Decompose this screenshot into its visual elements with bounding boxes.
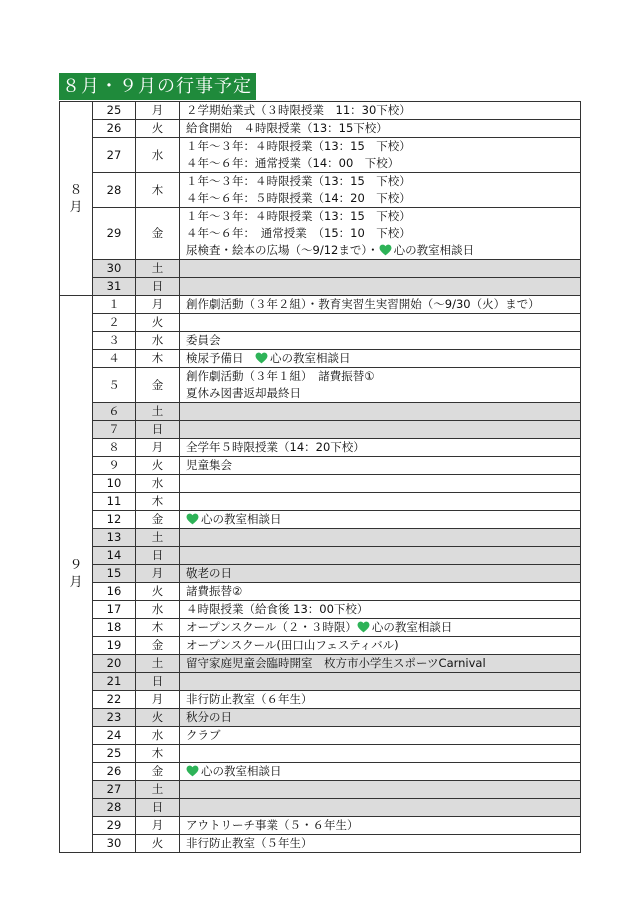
- schedule-row: [60, 673, 581, 691]
- event-cell: [180, 817, 581, 835]
- event-cell: [180, 421, 581, 439]
- schedule-row: [60, 314, 581, 332]
- event-text: １年～３年：４時限授業（13：15 下校）: [186, 139, 411, 153]
- weekday-cell: 月: [136, 102, 180, 120]
- schedule-row: [60, 835, 581, 853]
- weekday-cell: 火: [136, 709, 180, 727]
- day-cell: 28: [93, 799, 136, 817]
- day-cell: 17: [93, 601, 136, 619]
- schedule-row: [60, 260, 581, 278]
- weekday-cell: 日: [136, 673, 180, 691]
- schedule-row: [60, 727, 581, 745]
- day-cell: 28: [93, 173, 136, 208]
- day-cell: 30: [93, 835, 136, 853]
- day-cell: ６: [93, 403, 136, 421]
- event-text: 敬老の日: [186, 566, 232, 580]
- event-line: [186, 350, 580, 367]
- weekday-cell: 月: [136, 817, 180, 835]
- event-text: 諸費振替②: [186, 584, 243, 598]
- schedule-row: [60, 619, 581, 637]
- event-line: [186, 332, 580, 349]
- schedule-row: [60, 120, 581, 138]
- event-line: [186, 727, 580, 744]
- day-cell: 13: [93, 529, 136, 547]
- event-text: １年～３年：４時限授業（13：15 下校）: [186, 209, 411, 223]
- schedule-row: [60, 709, 581, 727]
- day-cell: ７: [93, 421, 136, 439]
- schedule-row: [60, 547, 581, 565]
- event-cell: [180, 368, 581, 403]
- event-cell: [180, 799, 581, 817]
- event-cell: [180, 173, 581, 208]
- counseling-day-text: 心の教室相談日: [393, 243, 475, 257]
- heart-icon: [357, 621, 370, 633]
- weekday-cell: 月: [136, 439, 180, 457]
- weekday-cell: 月: [136, 691, 180, 709]
- event-text: 秋分の日: [186, 710, 232, 724]
- weekday-cell: 木: [136, 350, 180, 368]
- schedule-row: [60, 529, 581, 547]
- schedule-row: [60, 457, 581, 475]
- event-line: [186, 619, 580, 636]
- event-line: [186, 173, 580, 190]
- day-cell: 25: [93, 745, 136, 763]
- month-label-char: 月: [69, 575, 83, 590]
- weekday-cell: 日: [136, 547, 180, 565]
- schedule-row: [60, 817, 581, 835]
- schedule-row: [60, 208, 581, 260]
- event-text: オープンスクール(田口山フェスティバル): [186, 638, 399, 652]
- day-cell: 20: [93, 655, 136, 673]
- event-cell: [180, 601, 581, 619]
- event-line: [186, 242, 580, 259]
- month-label-char: ９: [69, 558, 83, 573]
- event-cell: [180, 120, 581, 138]
- day-cell: 23: [93, 709, 136, 727]
- weekday-cell: 水: [136, 138, 180, 173]
- schedule-row: [60, 601, 581, 619]
- event-text: 給食開始 ４時限授業（13：15下校）: [186, 121, 388, 135]
- event-line: [186, 565, 580, 582]
- weekday-cell: 土: [136, 781, 180, 799]
- event-cell: [180, 655, 581, 673]
- event-cell: [180, 691, 581, 709]
- event-cell: [180, 278, 581, 296]
- weekday-cell: 金: [136, 208, 180, 260]
- schedule-row: [60, 655, 581, 673]
- event-line: [186, 835, 580, 852]
- day-cell: ５: [93, 368, 136, 403]
- schedule-row: [60, 332, 581, 350]
- event-text: 非行防止教室（５年生）: [186, 836, 313, 850]
- schedule-row: [60, 493, 581, 511]
- event-text: 全学年５時限授業（14：20下校）: [186, 440, 365, 454]
- weekday-cell: 金: [136, 368, 180, 403]
- counseling-day-text: 心の教室相談日: [201, 764, 282, 778]
- schedule-row: [60, 691, 581, 709]
- event-line: [186, 583, 580, 600]
- day-cell: ４: [93, 350, 136, 368]
- event-text: 創作劇活動（３年２組）・教育実習生実習開始（～9/30（火）まで）: [186, 297, 540, 311]
- weekday-cell: 日: [136, 278, 180, 296]
- schedule-row: [60, 421, 581, 439]
- day-cell: ２: [93, 314, 136, 332]
- weekday-cell: 月: [136, 296, 180, 314]
- schedule-row: [60, 102, 581, 120]
- event-line: [186, 120, 580, 137]
- event-text: ４年～６年：通常授業（14：00 下校）: [186, 156, 400, 170]
- counseling-day-text: 心の教室相談日: [270, 351, 351, 365]
- event-cell: [180, 102, 581, 120]
- day-cell: 30: [93, 260, 136, 278]
- event-line: [186, 457, 580, 474]
- day-cell: 21: [93, 673, 136, 691]
- schedule-row: [60, 799, 581, 817]
- event-text: 創作劇活動（３年１組） 諸費振替①: [186, 369, 375, 383]
- event-cell: [180, 835, 581, 853]
- weekday-cell: 木: [136, 745, 180, 763]
- event-line: [186, 190, 580, 207]
- day-cell: ３: [93, 332, 136, 350]
- event-line: [186, 817, 580, 834]
- event-cell: [180, 583, 581, 601]
- weekday-cell: 土: [136, 655, 180, 673]
- event-cell: [180, 529, 581, 547]
- weekday-cell: 木: [136, 493, 180, 511]
- day-cell: 25: [93, 102, 136, 120]
- event-cell: [180, 511, 581, 529]
- weekday-cell: 火: [136, 314, 180, 332]
- event-cell: [180, 637, 581, 655]
- weekday-cell: 日: [136, 421, 180, 439]
- event-cell: [180, 260, 581, 278]
- event-cell: [180, 314, 581, 332]
- weekday-cell: 水: [136, 475, 180, 493]
- schedule-row: [60, 511, 581, 529]
- event-cell: [180, 709, 581, 727]
- event-cell: [180, 457, 581, 475]
- weekday-cell: 水: [136, 601, 180, 619]
- day-cell: 18: [93, 619, 136, 637]
- schedule-row: [60, 173, 581, 208]
- event-line: [186, 138, 580, 155]
- weekday-cell: 土: [136, 529, 180, 547]
- event-line: [186, 208, 580, 225]
- weekday-cell: 金: [136, 511, 180, 529]
- day-cell: １: [93, 296, 136, 314]
- event-cell: [180, 332, 581, 350]
- day-cell: 16: [93, 583, 136, 601]
- event-cell: [180, 475, 581, 493]
- weekday-cell: 木: [136, 619, 180, 637]
- event-cell: [180, 781, 581, 799]
- event-text: １年～３年：４時限授業（13：15 下校）: [186, 174, 411, 188]
- weekday-cell: 水: [136, 727, 180, 745]
- month-label-char: 月: [69, 199, 83, 215]
- event-cell: [180, 403, 581, 421]
- weekday-cell: 火: [136, 120, 180, 138]
- day-cell: 31: [93, 278, 136, 296]
- event-text: 非行防止教室（６年生）: [186, 692, 313, 706]
- event-text: 留守家庭児童会臨時開室 枚方市小学生スポーツCarnival: [186, 656, 486, 670]
- day-cell: 26: [93, 120, 136, 138]
- event-line: [186, 296, 580, 313]
- event-text: 検尿予備日: [186, 351, 255, 365]
- event-line: [186, 225, 580, 242]
- event-line: [186, 637, 580, 654]
- event-cell: [180, 208, 581, 260]
- schedule-row: [60, 763, 581, 781]
- event-text: 夏休み図書返却最終日: [186, 386, 301, 400]
- month-label: [60, 102, 93, 296]
- event-cell: [180, 727, 581, 745]
- weekday-cell: 土: [136, 403, 180, 421]
- event-line: [186, 763, 580, 780]
- day-cell: 14: [93, 547, 136, 565]
- day-cell: 26: [93, 763, 136, 781]
- schedule-row: [60, 565, 581, 583]
- schedule-row: [60, 475, 581, 493]
- day-cell: 11: [93, 493, 136, 511]
- event-line: [186, 368, 580, 385]
- event-cell: [180, 493, 581, 511]
- day-cell: 22: [93, 691, 136, 709]
- schedule-row: [60, 403, 581, 421]
- event-cell: [180, 745, 581, 763]
- event-text: ４時限授業（給食後 13：00下校）: [186, 602, 369, 616]
- schedule-row: [60, 637, 581, 655]
- event-cell: [180, 763, 581, 781]
- weekday-cell: 金: [136, 763, 180, 781]
- weekday-cell: 金: [136, 637, 180, 655]
- day-cell: 15: [93, 565, 136, 583]
- day-cell: ８: [93, 439, 136, 457]
- event-cell: [180, 673, 581, 691]
- counseling-day-text: 心の教室相談日: [371, 620, 453, 634]
- event-text: ２学期始業式（３時限授業 11：30下校）: [186, 103, 411, 117]
- heart-icon: [255, 352, 268, 364]
- weekday-cell: 火: [136, 835, 180, 853]
- event-cell: [180, 296, 581, 314]
- schedule-row: [60, 781, 581, 799]
- event-line: [186, 655, 580, 672]
- schedule-row: [60, 745, 581, 763]
- day-cell: 19: [93, 637, 136, 655]
- month-label-char: ８: [69, 182, 83, 198]
- counseling-day-text: 心の教室相談日: [201, 512, 282, 526]
- event-cell: [180, 547, 581, 565]
- event-line: [186, 691, 580, 708]
- event-text: 尿検査・絵本の広場（～9/12まで）・: [186, 243, 379, 257]
- event-cell: [180, 565, 581, 583]
- event-text: ４年～６年： 通常授業 （15：10 下校）: [186, 226, 411, 240]
- event-line: [186, 155, 580, 172]
- schedule-row: [60, 583, 581, 601]
- weekday-cell: 水: [136, 332, 180, 350]
- event-line: [186, 385, 580, 402]
- event-text: オープンスクール（２・３時限）: [186, 620, 357, 634]
- event-line: [186, 709, 580, 726]
- schedule-table: [59, 101, 581, 853]
- schedule-body: [60, 102, 581, 853]
- page-title: ８月・９月の行事予定: [59, 73, 256, 100]
- heart-icon: [186, 765, 199, 777]
- event-line: [186, 601, 580, 618]
- day-cell: 27: [93, 138, 136, 173]
- event-text: 委員会: [186, 333, 221, 347]
- day-cell: 10: [93, 475, 136, 493]
- event-text: 児童集会: [186, 458, 232, 472]
- schedule-row: [60, 138, 581, 173]
- day-cell: 29: [93, 208, 136, 260]
- schedule-row: [60, 296, 581, 314]
- day-cell: 24: [93, 727, 136, 745]
- weekday-cell: 木: [136, 173, 180, 208]
- weekday-cell: 火: [136, 457, 180, 475]
- schedule-row: [60, 350, 581, 368]
- day-cell: 29: [93, 817, 136, 835]
- weekday-cell: 火: [136, 583, 180, 601]
- event-cell: [180, 619, 581, 637]
- day-cell: 12: [93, 511, 136, 529]
- event-line: [186, 511, 580, 528]
- event-text: クラブ: [186, 728, 221, 742]
- event-text: ４年～６年：５時限授業（14：20 下校）: [186, 191, 411, 205]
- event-line: [186, 102, 580, 119]
- event-text: アウトリーチ事業（５・６年生）: [186, 818, 359, 832]
- event-cell: [180, 138, 581, 173]
- weekday-cell: 日: [136, 799, 180, 817]
- month-label: [60, 296, 93, 853]
- heart-icon: [379, 244, 392, 256]
- schedule-row: [60, 278, 581, 296]
- day-cell: 27: [93, 781, 136, 799]
- weekday-cell: 月: [136, 565, 180, 583]
- schedule-row: [60, 439, 581, 457]
- event-line: [186, 439, 580, 456]
- weekday-cell: 土: [136, 260, 180, 278]
- day-cell: ９: [93, 457, 136, 475]
- event-cell: [180, 439, 581, 457]
- schedule-row: [60, 368, 581, 403]
- heart-icon: [186, 513, 199, 525]
- event-cell: [180, 350, 581, 368]
